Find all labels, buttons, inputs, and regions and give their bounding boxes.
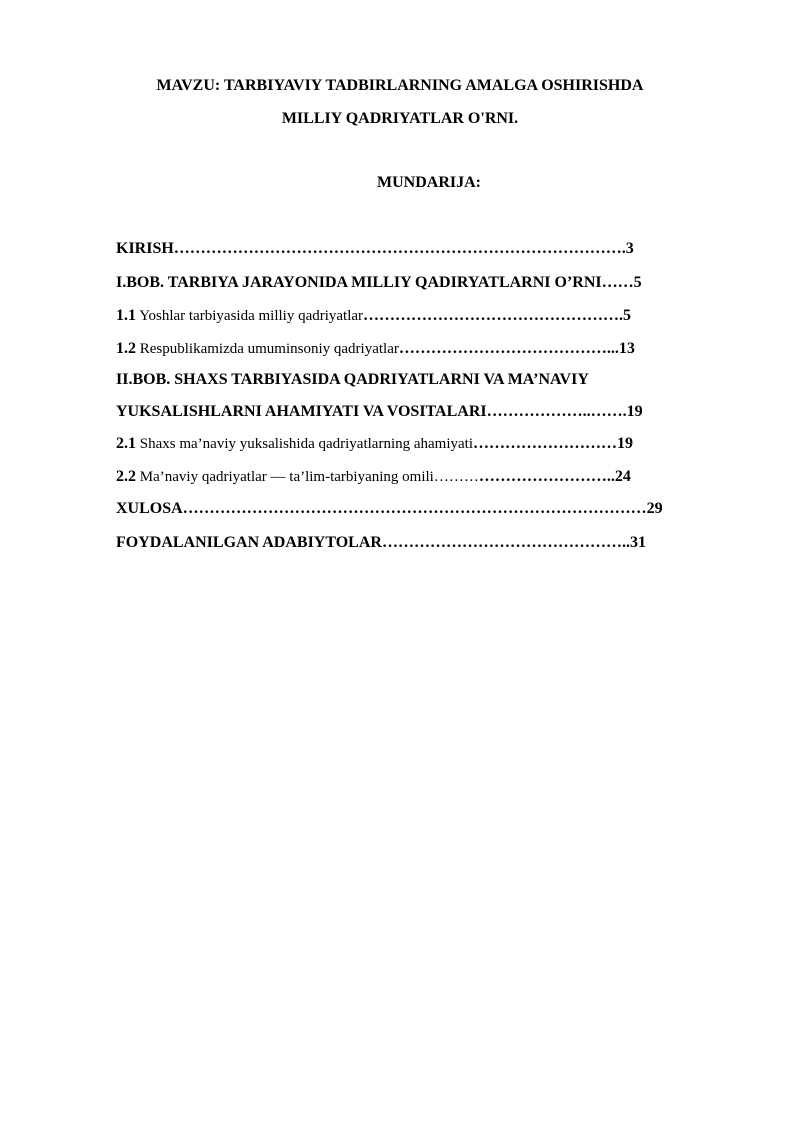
toc-entry-number: 2.2 — [116, 468, 136, 485]
toc-entry-number: 1.1 — [116, 307, 136, 324]
toc-entry-chapter-1: I.BOB. TARBIYA JARAYONIDA MILLIY QADIRYATLARNI O’RNI……5 — [116, 274, 642, 291]
toc-entry-number: 2.1 — [116, 435, 136, 452]
toc-entry-1-1 — [116, 306, 631, 326]
toc-entry-leader: ………………………………………….5 — [363, 307, 632, 324]
toc-entry-number: 1.2 — [116, 340, 136, 357]
toc-entry-xulosa: XULOSA……………………………………………………………………………29 — [116, 500, 663, 517]
toc-entry-chapter-2-line-2: YUKSALISHLARNI AHAMIYATI VA VOSITALARI………………..…….19 — [116, 403, 643, 420]
toc-entry-label: Shaxs ma’naviy yuksalishida qadriyatlarning ahamiyati — [136, 436, 474, 452]
toc-entry-2-2 — [116, 467, 631, 487]
toc-entry-kirish: KIRISH………………………………………………………………………….3 — [116, 240, 634, 257]
toc-entry-label: Yoshlar tarbiyasida milliy qadriyatlar — [136, 308, 364, 324]
toc-entry-2-1 — [116, 434, 633, 454]
toc-entry-leader: ……………………..24 — [478, 468, 631, 485]
document-title-line-1: MAVZU: TARBIYAVIY TADBIRLARNING AMALGA OSHIRISHDA — [156, 77, 644, 94]
toc-entry-bibliography: FOYDALANILGAN ADABIYTOLAR………………………………………..31 — [116, 534, 646, 551]
toc-entry-label: Ma’naviy qadriyatlar — ta’lim-tarbiyaning omili……… — [136, 469, 479, 485]
toc-entry-label: Respublikamizda umuminsoniy qadriyatlar — [136, 341, 399, 357]
toc-entry-1-2 — [116, 339, 635, 359]
toc-heading: MUNDARIJA: — [377, 174, 481, 191]
toc-entry-leader: …………………………………...13 — [398, 340, 635, 357]
toc-entry-chapter-2-line-1: II.BOB. SHAXS TARBIYASIDA QADRIYATLARNI VA MA’NAVIY — [116, 371, 589, 388]
toc-entry-leader: ………………………19 — [473, 435, 634, 452]
document-title-line-2: MILLIY QADRIYATLAR O'RNI. — [281, 110, 519, 127]
